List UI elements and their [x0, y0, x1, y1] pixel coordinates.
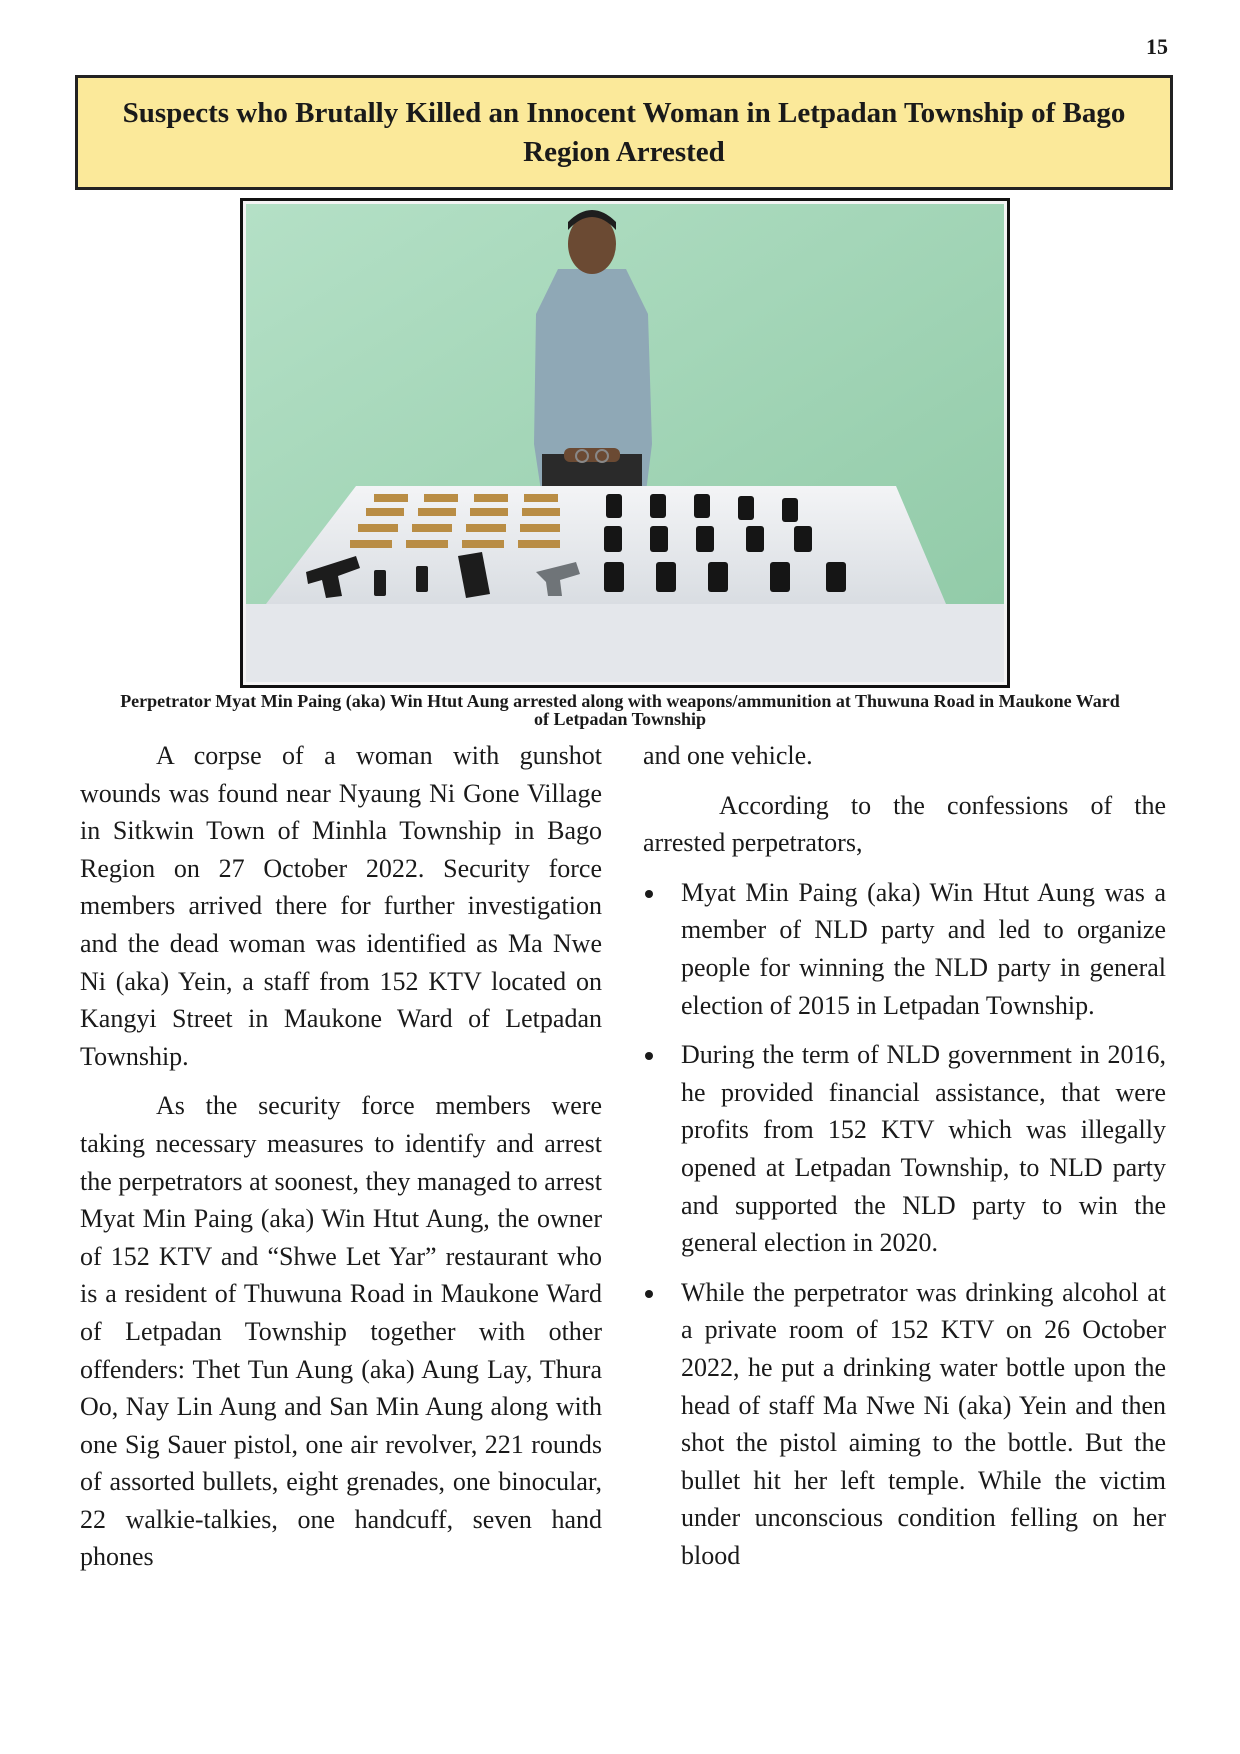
- table-cloth: [246, 604, 1004, 682]
- confession-list: [643, 874, 1166, 1575]
- paragraph: A corpse of a woman with gunshot wounds was found near Nyaung Ni Gone Village in Sitkwin Town of Minhla Township in Bago Region on 27 October 2022. Security force members arrived there for further investigation and the dead woman was identified as Ma Nwe Ni (aka) Yein, a staff from 152 KTV located on Kangyi Street in Maukone Ward of Letpadan Township.: [80, 741, 602, 1071]
- photo-caption: Perpetrator Myat Min Paing (aka) Win Htut Aung arrested along with weapons/ammunition at Thuwuna Road in Maukone Ward of Letpadan Township: [120, 691, 1120, 729]
- article-title-box: [75, 75, 1173, 190]
- article-photo: [240, 198, 1010, 688]
- paragraph: As the security force members were taking necessary measures to identify and arrest the perpetrators at soonest, they managed to arrest Myat Min Paing (aka) Win Htut Aung, the owner of 152 KTV and “Shwe Let Yar” restaurant who is a resident of Thuwuna Road in Maukone Ward of Letpadan Township together with other offenders: Thet Tun Aung (aka) Aung Lay, Thura Oo, Nay Lin Aung and San Min Aung along with one Sig Sauer pistol, one air revolver, 221 rounds of assorted bullets, eight grenades, one binocular, 22 walkie-talkies, one handcuff, seven hand phones: [80, 1091, 602, 1572]
- right-column: [643, 737, 1166, 1586]
- left-column: [80, 737, 602, 1576]
- list-item: Myat Min Paing (aka) Win Htut Aung was a member of NLD party and led to organize people for winning the NLD party in general election of 2015 in Letpadan Township.: [643, 874, 1166, 1024]
- paragraph: According to the confessions of the arrested perpetrators,: [643, 790, 1166, 858]
- magazine-icon: [374, 570, 386, 596]
- page-number: 15: [1146, 34, 1168, 59]
- article-title: Suspects who Brutally Killed an Innocent Woman in Letpadan Township of Bago Region Arrested: [122, 96, 1126, 168]
- hands: [564, 448, 620, 462]
- list-item: While the perpetrator was drinking alcohol at a private room of 152 KTV on 26 October 2022, he put a drinking water bottle upon the head of staff Ma Nwe Ni (aka) Yein and then shot the pistol aiming to the bottle. But the bullet hit her left temple. While the victim under unconscious condition felling on her blood: [643, 1274, 1166, 1575]
- list-item: During the term of NLD government in 2016, he provided financial assistance, that were profits from 152 KTV which was illegally opened at Letpadan Township, to NLD party and supported the NLD party to win the general election in 2020.: [643, 1036, 1166, 1262]
- arrest-photo-illustration: [246, 204, 1004, 682]
- paragraph-continuation: and one vehicle.: [643, 741, 813, 770]
